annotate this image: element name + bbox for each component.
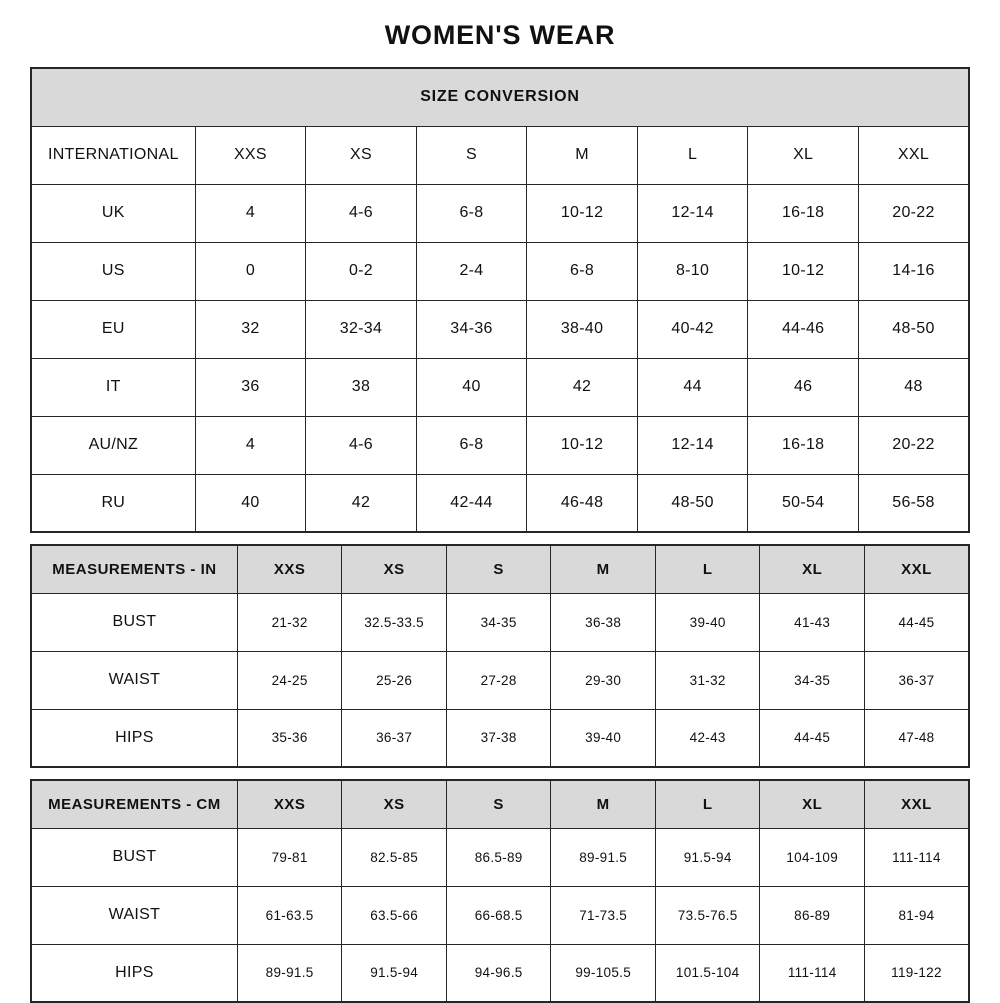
size-header-cell: XS bbox=[306, 126, 417, 184]
value-cell: 4-6 bbox=[306, 416, 417, 474]
value-cell: 50-54 bbox=[748, 474, 859, 532]
value-cell: 111-114 bbox=[864, 828, 969, 886]
value-cell: 4 bbox=[195, 416, 306, 474]
value-cell: 71-73.5 bbox=[551, 886, 656, 944]
value-cell: 32 bbox=[195, 300, 306, 358]
size-header-cell: XXS bbox=[195, 126, 306, 184]
size-conversion-table-body bbox=[31, 68, 969, 532]
value-cell: 6-8 bbox=[416, 184, 527, 242]
row-label: US bbox=[31, 242, 195, 300]
value-cell: 6-8 bbox=[527, 242, 638, 300]
size-header-cell: M bbox=[527, 126, 638, 184]
value-cell: 119-122 bbox=[864, 944, 969, 1002]
value-cell: 39-40 bbox=[551, 709, 656, 767]
value-cell: 29-30 bbox=[551, 651, 656, 709]
value-cell: 44 bbox=[637, 358, 748, 416]
value-cell: 101.5-104 bbox=[655, 944, 760, 1002]
table-title-row bbox=[31, 68, 969, 126]
size-header-cell: M bbox=[551, 780, 656, 828]
table-row bbox=[31, 358, 969, 416]
corner-header-cell: MEASUREMENTS - CM bbox=[31, 780, 237, 828]
value-cell: 36-38 bbox=[551, 593, 656, 651]
value-cell: 48 bbox=[858, 358, 969, 416]
value-cell: 36-37 bbox=[864, 651, 969, 709]
table-row bbox=[31, 651, 969, 709]
value-cell: 82.5-85 bbox=[342, 828, 447, 886]
value-cell: 48-50 bbox=[637, 474, 748, 532]
size-header-cell: M bbox=[551, 545, 656, 593]
value-cell: 42 bbox=[306, 474, 417, 532]
size-header-cell: S bbox=[416, 126, 527, 184]
table-row bbox=[31, 474, 969, 532]
measurements-in-table-body bbox=[31, 545, 969, 767]
row-label: WAIST bbox=[31, 651, 237, 709]
value-cell: 46 bbox=[748, 358, 859, 416]
table-title: SIZE CONVERSION bbox=[31, 68, 969, 126]
value-cell: 86-89 bbox=[760, 886, 865, 944]
value-cell: 4 bbox=[195, 184, 306, 242]
measurements-cm-table bbox=[30, 779, 970, 1003]
size-header-cell: XXL bbox=[864, 545, 969, 593]
value-cell: 34-35 bbox=[760, 651, 865, 709]
row-label: BUST bbox=[31, 593, 237, 651]
value-cell: 6-8 bbox=[416, 416, 527, 474]
value-cell: 44-46 bbox=[748, 300, 859, 358]
value-cell: 34-35 bbox=[446, 593, 551, 651]
value-cell: 24-25 bbox=[237, 651, 342, 709]
measurements-in-table bbox=[30, 544, 970, 768]
value-cell: 12-14 bbox=[637, 184, 748, 242]
size-header-cell: S bbox=[446, 545, 551, 593]
row-label: HIPS bbox=[31, 709, 237, 767]
value-cell: 36 bbox=[195, 358, 306, 416]
value-cell: 42-43 bbox=[655, 709, 760, 767]
value-cell: 86.5-89 bbox=[446, 828, 551, 886]
value-cell: 21-32 bbox=[237, 593, 342, 651]
size-header-cell: XXL bbox=[864, 780, 969, 828]
value-cell: 91.5-94 bbox=[342, 944, 447, 1002]
measurements-cm-table-body bbox=[31, 780, 969, 1002]
table-row bbox=[31, 828, 969, 886]
value-cell: 31-32 bbox=[655, 651, 760, 709]
size-conversion-table bbox=[30, 67, 970, 533]
corner-header-cell: INTERNATIONAL bbox=[31, 126, 195, 184]
value-cell: 39-40 bbox=[655, 593, 760, 651]
value-cell: 48-50 bbox=[858, 300, 969, 358]
size-header-cell: XL bbox=[760, 780, 865, 828]
value-cell: 99-105.5 bbox=[551, 944, 656, 1002]
value-cell: 16-18 bbox=[748, 416, 859, 474]
header-row bbox=[31, 780, 969, 828]
value-cell: 10-12 bbox=[748, 242, 859, 300]
header-row bbox=[31, 126, 969, 184]
value-cell: 47-48 bbox=[864, 709, 969, 767]
size-header-cell: L bbox=[637, 126, 748, 184]
size-header-cell: XS bbox=[342, 545, 447, 593]
table-row bbox=[31, 709, 969, 767]
page-title: WOMEN'S WEAR bbox=[384, 20, 616, 50]
value-cell: 46-48 bbox=[527, 474, 638, 532]
value-cell: 32-34 bbox=[306, 300, 417, 358]
value-cell: 41-43 bbox=[760, 593, 865, 651]
value-cell: 44-45 bbox=[864, 593, 969, 651]
value-cell: 37-38 bbox=[446, 709, 551, 767]
table-row bbox=[31, 300, 969, 358]
value-cell: 38 bbox=[306, 358, 417, 416]
row-label: AU/NZ bbox=[31, 416, 195, 474]
size-header-cell: L bbox=[655, 545, 760, 593]
value-cell: 40 bbox=[195, 474, 306, 532]
row-label: UK bbox=[31, 184, 195, 242]
value-cell: 10-12 bbox=[527, 416, 638, 474]
value-cell: 89-91.5 bbox=[551, 828, 656, 886]
table-row bbox=[31, 886, 969, 944]
row-label: WAIST bbox=[31, 886, 237, 944]
value-cell: 61-63.5 bbox=[237, 886, 342, 944]
value-cell: 34-36 bbox=[416, 300, 527, 358]
value-cell: 20-22 bbox=[858, 416, 969, 474]
value-cell: 111-114 bbox=[760, 944, 865, 1002]
table-row bbox=[31, 416, 969, 474]
size-header-cell: XXS bbox=[237, 780, 342, 828]
size-header-cell: L bbox=[655, 780, 760, 828]
value-cell: 63.5-66 bbox=[342, 886, 447, 944]
value-cell: 25-26 bbox=[342, 651, 447, 709]
corner-header-cell: MEASUREMENTS - IN bbox=[31, 545, 237, 593]
table-row bbox=[31, 944, 969, 1002]
value-cell: 81-94 bbox=[864, 886, 969, 944]
value-cell: 0 bbox=[195, 242, 306, 300]
value-cell: 91.5-94 bbox=[655, 828, 760, 886]
value-cell: 36-37 bbox=[342, 709, 447, 767]
value-cell: 79-81 bbox=[237, 828, 342, 886]
size-header-cell: XL bbox=[748, 126, 859, 184]
value-cell: 89-91.5 bbox=[237, 944, 342, 1002]
value-cell: 32.5-33.5 bbox=[342, 593, 447, 651]
size-header-cell: XXL bbox=[858, 126, 969, 184]
value-cell: 66-68.5 bbox=[446, 886, 551, 944]
value-cell: 10-12 bbox=[527, 184, 638, 242]
value-cell: 40-42 bbox=[637, 300, 748, 358]
value-cell: 35-36 bbox=[237, 709, 342, 767]
size-header-cell: XL bbox=[760, 545, 865, 593]
table-row bbox=[31, 184, 969, 242]
value-cell: 4-6 bbox=[306, 184, 417, 242]
value-cell: 42 bbox=[527, 358, 638, 416]
value-cell: 94-96.5 bbox=[446, 944, 551, 1002]
value-cell: 8-10 bbox=[637, 242, 748, 300]
value-cell: 27-28 bbox=[446, 651, 551, 709]
row-label: HIPS bbox=[31, 944, 237, 1002]
row-label: EU bbox=[31, 300, 195, 358]
value-cell: 2-4 bbox=[416, 242, 527, 300]
header-row bbox=[31, 545, 969, 593]
value-cell: 42-44 bbox=[416, 474, 527, 532]
table-row bbox=[31, 242, 969, 300]
value-cell: 16-18 bbox=[748, 184, 859, 242]
value-cell: 44-45 bbox=[760, 709, 865, 767]
value-cell: 73.5-76.5 bbox=[655, 886, 760, 944]
value-cell: 40 bbox=[416, 358, 527, 416]
size-header-cell: XXS bbox=[237, 545, 342, 593]
table-row bbox=[31, 593, 969, 651]
row-label: BUST bbox=[31, 828, 237, 886]
value-cell: 12-14 bbox=[637, 416, 748, 474]
value-cell: 20-22 bbox=[858, 184, 969, 242]
size-header-cell: XS bbox=[342, 780, 447, 828]
row-label: RU bbox=[31, 474, 195, 532]
value-cell: 56-58 bbox=[858, 474, 969, 532]
size-header-cell: S bbox=[446, 780, 551, 828]
value-cell: 14-16 bbox=[858, 242, 969, 300]
value-cell: 0-2 bbox=[306, 242, 417, 300]
value-cell: 104-109 bbox=[760, 828, 865, 886]
value-cell: 38-40 bbox=[527, 300, 638, 358]
row-label: IT bbox=[31, 358, 195, 416]
